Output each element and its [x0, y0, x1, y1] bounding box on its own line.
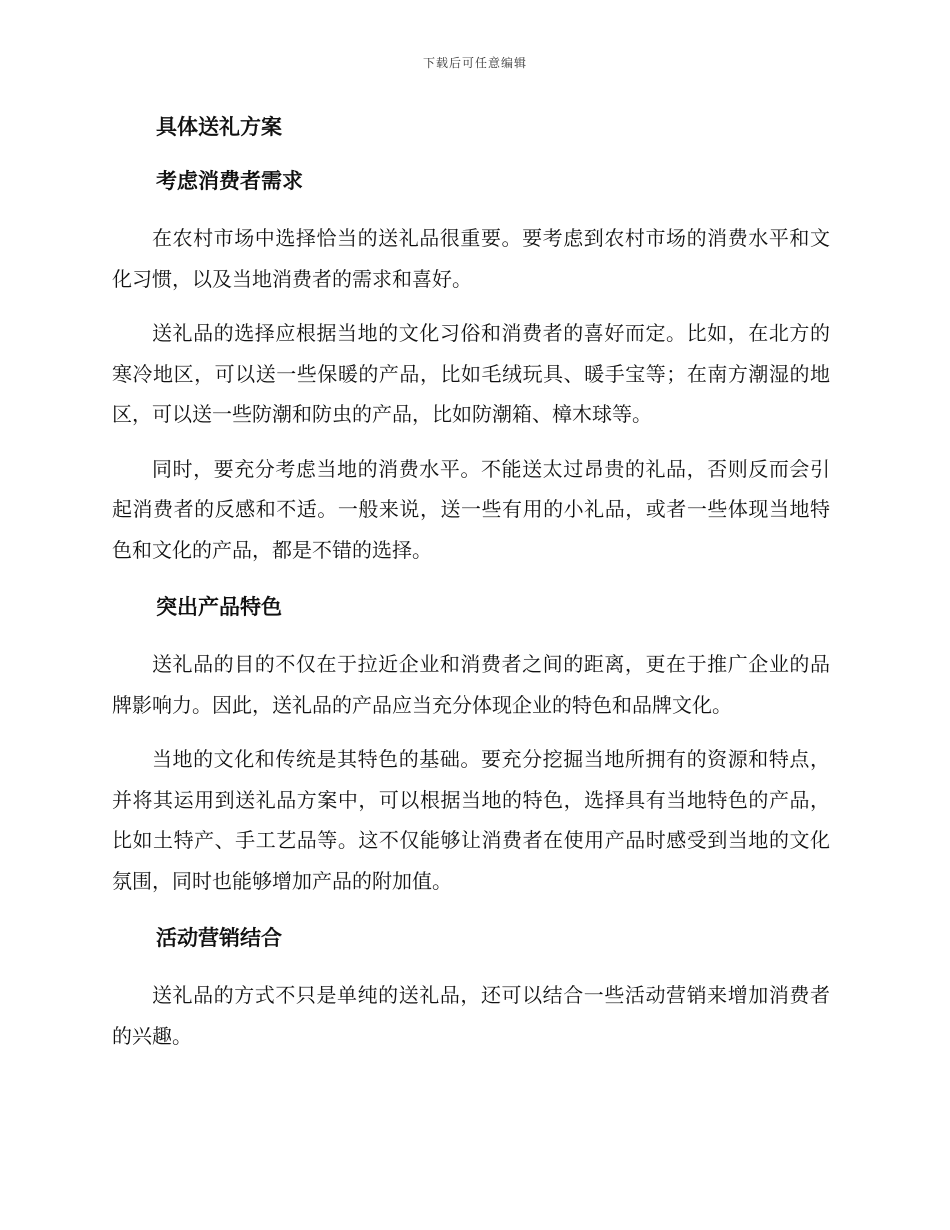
paragraph: 送礼品的方式不只是单纯的送礼品，还可以结合一些活动营销来增加消费者的兴趣。: [112, 983, 830, 1048]
paragraph: 在农村市场中选择恰当的送礼品很重要。要考虑到农村市场的消费水平和文化习惯，以及当地消费者的需求和喜好。: [112, 226, 830, 291]
document-body: [112, 110, 830, 1056]
paragraph: 送礼品的选择应根据当地的文化习俗和消费者的喜好而定。比如，在北方的寒冷地区，可以送一些保暖的产品，比如毛绒玩具、暖手宝等；在南方潮湿的地区，可以送一些防潮和防虫的产品，比如防潮箱、樟木球等。: [112, 321, 830, 426]
section-heading-event-marketing: 活动营销结合: [156, 925, 282, 950]
paragraph: 同时，要充分考虑当地的消费水平。不能送太过昂贵的礼品，否则反而会引起消费者的反感和不适。一般来说，送一些有用的小礼品，或者一些体现当地特色和文化的产品，都是不错的选择。: [112, 456, 830, 562]
paragraph: 送礼品的目的不仅在于拉近企业和消费者之间的距离，更在于推广企业的品牌影响力。因此，送礼品的产品应当充分体现企业的特色和品牌文化。: [112, 652, 830, 717]
section-heading-product-features: 突出产品特色: [156, 594, 282, 619]
document-title: 具体送礼方案: [156, 114, 282, 139]
section-heading-consumer-needs: 考虑消费者需求: [156, 168, 303, 193]
page-header-note: 下载后可任意编辑: [422, 56, 527, 70]
paragraph: 当地的文化和传统是其特色的基础。要充分挖掘当地所拥有的资源和特点，并将其运用到送礼品方案中，可以根据当地的特色，选择具有当地特色的产品，比如土特产、手工艺品等。这不仅能够让消费者在使用产品时感受到当地的文化氛围，同时也能够增加产品的附加值。: [112, 747, 830, 893]
